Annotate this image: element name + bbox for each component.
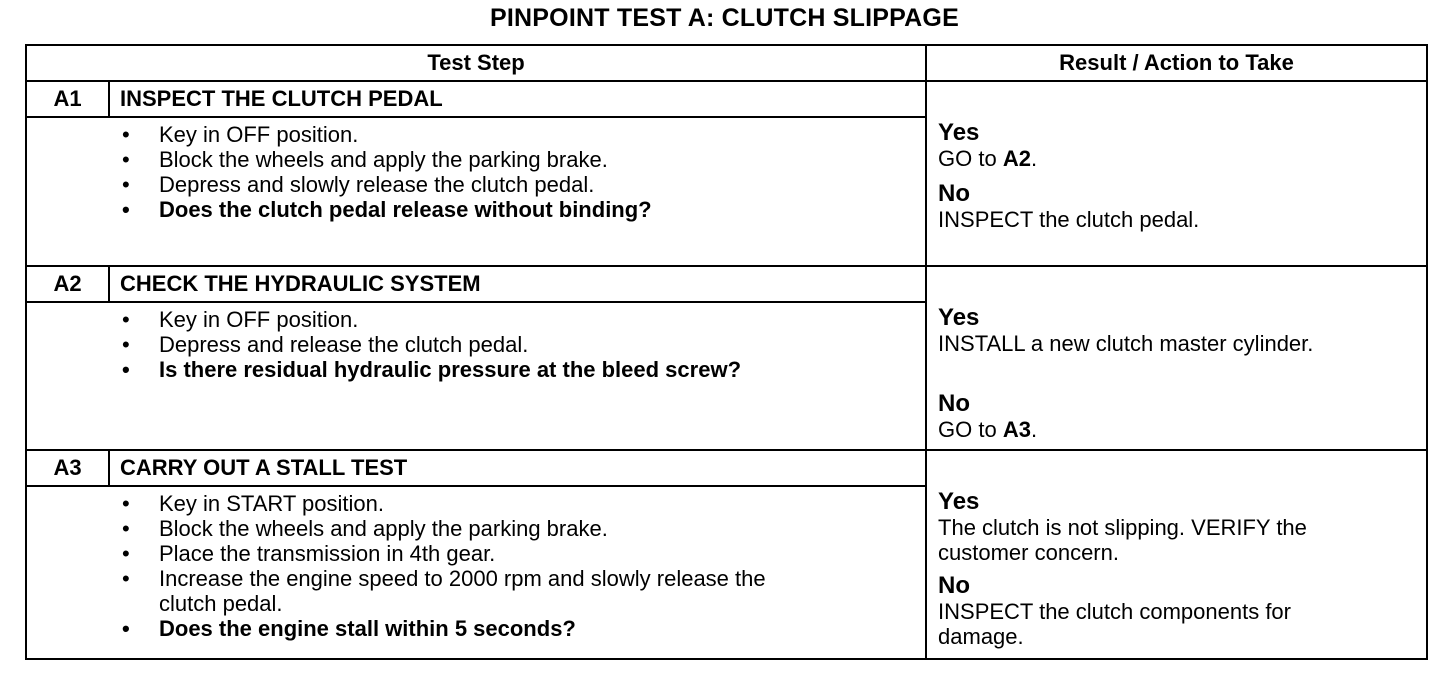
step-bullet: • Key in START position.: [27, 491, 925, 516]
no-action: INSPECT the clutch components for damage.: [938, 599, 1291, 649]
step-name: CHECK THE HYDRAULIC SYSTEM: [109, 266, 926, 302]
step-question: • Is there residual hydraulic pressure at the bleed screw?: [27, 357, 925, 382]
step-bullets: [27, 122, 925, 222]
step-bullet: • Place the transmission in 4th gear.: [27, 541, 925, 566]
yes-label: Yes: [938, 488, 980, 515]
step-name: INSPECT THE CLUTCH PEDAL: [109, 81, 926, 117]
result-cell-a2: [926, 266, 1427, 450]
yes-action: The clutch is not slipping. VERIFY the customer concern.: [938, 515, 1307, 565]
step-body: [26, 302, 926, 450]
step-bullet: • Block the wheels and apply the parking brake.: [27, 516, 925, 541]
step-title-row-a2: [26, 266, 1427, 302]
step-question: • Does the clutch pedal release without binding?: [27, 197, 925, 222]
step-bullets: [27, 307, 925, 382]
step-bullet: • Key in OFF position.: [27, 122, 925, 147]
step-question: • Does the engine stall within 5 seconds?: [27, 616, 925, 641]
no-label: No: [938, 180, 971, 207]
pinpoint-test-table: [25, 44, 1428, 660]
result-cell-a3: [926, 450, 1427, 659]
yes-label: Yes: [938, 119, 980, 146]
step-bullet: • Depress and release the clutch pedal.: [27, 332, 925, 357]
step-bullet: • Key in OFF position.: [27, 307, 925, 332]
step-title-row-a1: [26, 81, 1427, 117]
step-bullet: • Depress and slowly release the clutch pedal.: [27, 172, 925, 197]
header-test-step: Test Step: [26, 45, 926, 81]
step-name: CARRY OUT A STALL TEST: [109, 450, 926, 486]
step-bullets: [27, 491, 925, 641]
step-id: A3: [26, 450, 109, 486]
no-action: GO to A3.: [938, 417, 1038, 442]
step-id: A2: [26, 266, 109, 302]
step-title-row-a3: [26, 450, 1427, 486]
no-action: INSPECT the clutch pedal.: [938, 207, 1200, 232]
step-id: A1: [26, 81, 109, 117]
yes-action: INSTALL a new clutch master cylinder.: [938, 331, 1314, 356]
step-bullet: • Increase the engine speed to 2000 rpm and slowly release the clutch pedal.: [27, 566, 769, 616]
step-body: [26, 117, 926, 266]
step-bullet: • Block the wheels and apply the parking brake.: [27, 147, 925, 172]
step-body: [26, 486, 926, 659]
header-row: [26, 45, 1427, 81]
result-cell-a1: [926, 81, 1427, 266]
header-result: Result / Action to Take: [926, 45, 1427, 81]
document-title: PINPOINT TEST A: CLUTCH SLIPPAGE: [490, 4, 959, 32]
no-label: No: [938, 572, 971, 599]
yes-label: Yes: [938, 304, 980, 331]
yes-action: GO to A2.: [938, 146, 1038, 171]
no-label: No: [938, 390, 971, 417]
